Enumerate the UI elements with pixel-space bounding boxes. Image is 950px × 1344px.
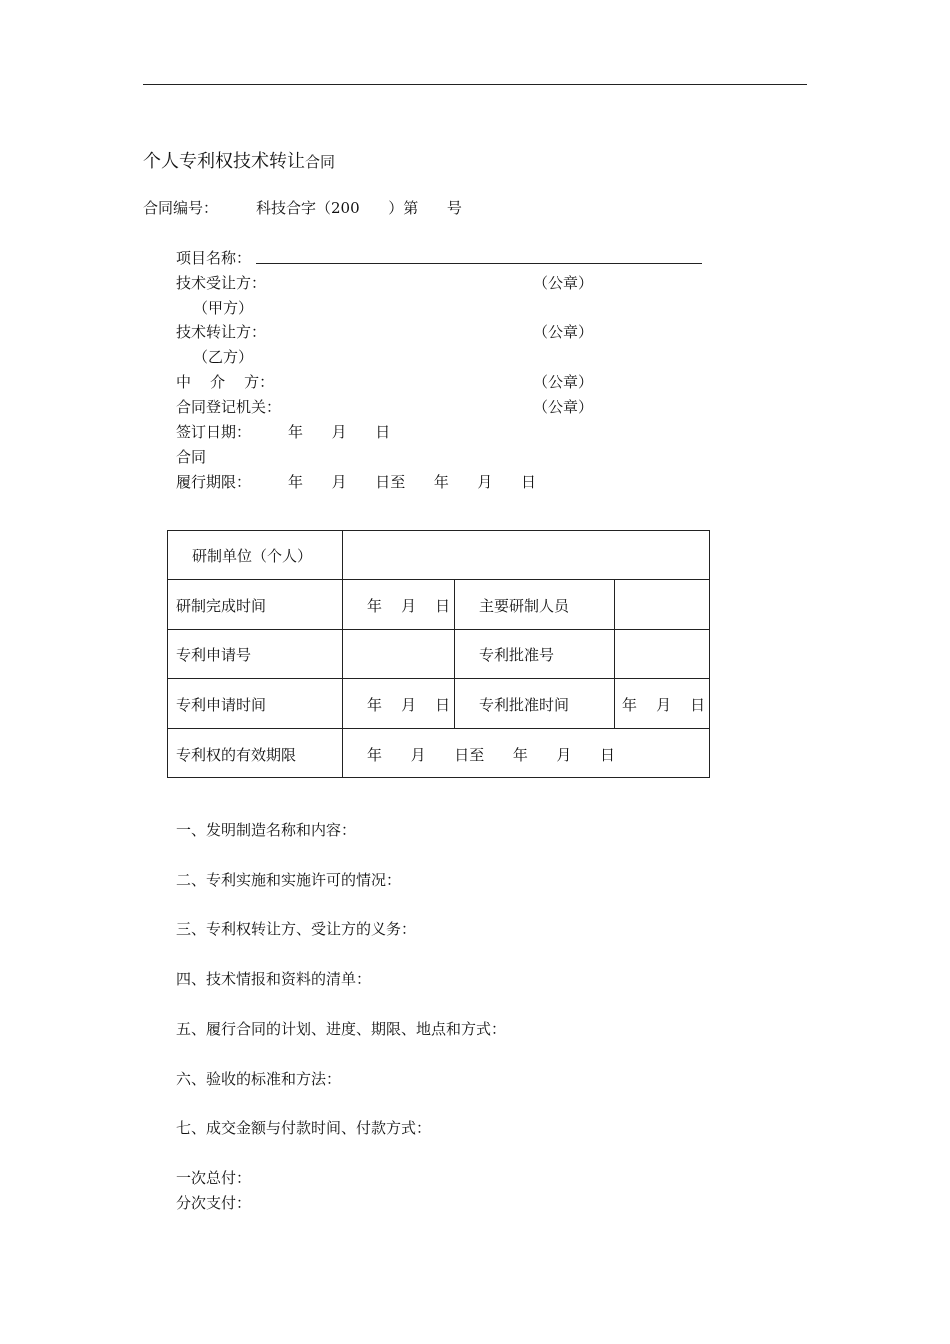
section-heading: 六、验收的标准和方法： [176,1070,342,1088]
section-heading: 一、发明制造名称和内容： [176,821,357,839]
table-cell-completion-date: 年 月 日 [367,597,451,615]
table-cell-approval-date: 年 月 日 [622,696,706,714]
period-label: 履行期限： [176,473,252,491]
table-column-divider [614,579,615,728]
sign-date-label: 签订日期： [176,423,252,441]
registry-label: 合同登记机关： [176,398,282,416]
patent-info-table [167,530,710,778]
contract-number-value: 科技合字（200 ）第 号 [256,199,462,217]
document-title [143,147,335,173]
table-cell-research-unit-value[interactable] [347,545,703,565]
table-cell-validity-label: 专利权的有效期限 [176,746,297,764]
header-rule [143,84,807,85]
table-cell-application-no-label: 专利申请号 [176,646,252,664]
table-cell-application-time-label: 专利申请时间 [176,696,267,714]
table-cell-approval-time-label: 专利批准时间 [479,696,570,714]
table-border-right [709,530,710,778]
period-value: 年 月 日至 年 月 日 [288,473,537,491]
table-cell-completion-time-label: 研制完成时间 [176,597,267,615]
table-cell-approval-no-label: 专利批准号 [479,646,555,664]
table-rule [167,579,710,580]
intermediary-seal: （公章） [533,373,594,391]
intermediary-label: 中 介 方： [176,373,275,391]
transferee-seal: （公章） [533,274,594,292]
table-border-left [167,530,168,778]
transferor-seal: （公章） [533,323,594,341]
table-cell-validity-period: 年 月 日至 年 月 日 [367,746,616,764]
sign-date-value: 年 月 日 [288,423,391,441]
table-cell-research-unit-label: 研制单位（个人） [192,547,313,565]
section-heading: 四、技术情报和资料的清单： [176,970,372,988]
table-cell-application-no-value[interactable] [347,644,449,664]
table-column-divider [342,530,343,778]
table-cell-approval-no-value[interactable] [619,644,705,664]
table-rule [167,530,710,531]
section-heading: 七、成交金额与付款时间、付款方式： [176,1119,432,1137]
transferor-label: 技术转让方： [176,323,267,341]
contract-word: 合同 [176,448,207,466]
party-a-label: （甲方） [193,299,254,317]
section-heading: 二、专利实施和实施许可的情况： [176,871,402,889]
section-heading: 五、履行合同的计划、进度、期限、地点和方式： [176,1020,507,1038]
table-rule [167,678,710,679]
table-rule [167,728,710,729]
contract-number-label: 合同编号： [143,199,219,217]
table-cell-application-date: 年 月 日 [367,696,451,714]
project-name-label: 项目名称： [176,249,252,267]
table-column-divider [454,579,455,728]
registry-seal: （公章） [533,398,594,416]
table-rule [167,777,710,778]
title-main: 个人专利权技术转让 [143,151,305,172]
section-heading: 三、专利权转让方、受让方的义务： [176,920,417,938]
table-cell-main-researchers-value[interactable] [619,595,705,615]
payment-lump-sum: 一次总付： [176,1169,252,1187]
transferee-label: 技术受让方： [176,274,267,292]
project-name-field[interactable] [256,263,702,264]
table-rule [167,629,710,630]
title-suffix: 合同 [305,153,336,171]
table-cell-main-researchers-label: 主要研制人员 [479,597,570,615]
payment-installments: 分次支付： [176,1194,252,1212]
party-b-label: （乙方） [193,348,254,366]
